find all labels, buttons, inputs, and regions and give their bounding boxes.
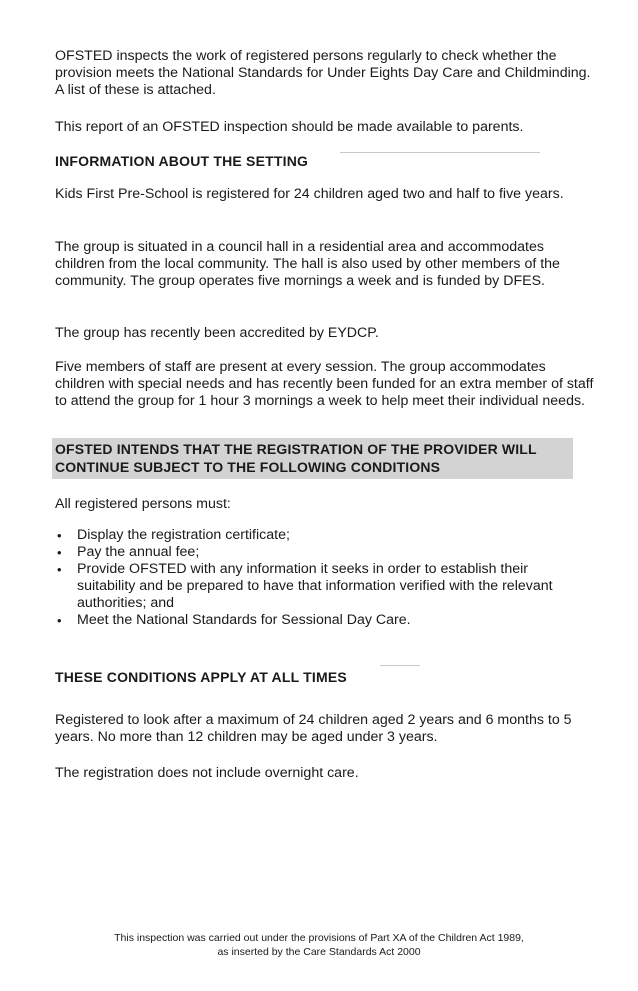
- setting-paragraph-staff: Five members of staff are present at every session. The group accommodates children with special needs and has recently been funded for an extra member of staff to attend the group for 1 hour 3 mornings a week to help meet their individual needs.: [55, 359, 594, 409]
- list-item-text: Pay the annual fee;: [77, 544, 200, 560]
- list-item: [55, 544, 575, 561]
- bullet-icon: •: [57, 545, 62, 560]
- conditions-heading: OFSTED INTENDS THAT THE REGISTRATION OF THE PROVIDER WILL CONTINUE SUBJECT TO THE FOLLOWING CONDITIONS: [55, 441, 537, 475]
- scan-artifact: [380, 665, 420, 666]
- setting-paragraph-accreditation: The group has recently been accredited by EYDCP.: [55, 325, 379, 341]
- list-item-text: Meet the National Standards for Sessional Day Care.: [77, 612, 411, 628]
- registration-limit-paragraph: Registered to look after a maximum of 24 children aged 2 years and 6 months to 5 years. No more than 12 children may be aged under 3 years.: [55, 712, 572, 745]
- report-available-paragraph: This report of an OFSTED inspection should be made available to parents.: [55, 119, 524, 135]
- list-item-text: Display the registration certificate;: [77, 527, 290, 543]
- bullet-icon: •: [57, 528, 62, 543]
- bullet-icon: •: [57, 562, 62, 577]
- footer-line-1: This inspection was carried out under the provisions of Part XA of the Children Act 1989,: [114, 932, 524, 944]
- footer-note: [0, 931, 638, 959]
- bullet-icon: •: [57, 613, 62, 628]
- apply-heading: THESE CONDITIONS APPLY AT ALL TIMES: [55, 669, 347, 685]
- setting-paragraph-registration: Kids First Pre-School is registered for 24 children aged two and half to five years.: [55, 186, 564, 202]
- conditions-list: [55, 527, 575, 629]
- list-item: [55, 527, 575, 544]
- list-item-text: Provide OFSTED with any information it seeks in order to establish their suitability and be prepared to have that information verified with the relevant authorities; and: [77, 561, 553, 611]
- all-registered-paragraph: All registered persons must:: [55, 496, 231, 512]
- information-heading: INFORMATION ABOUT THE SETTING: [55, 153, 309, 169]
- list-item: [55, 561, 575, 612]
- footer-line-2: as inserted by the Care Standards Act 2000: [217, 946, 421, 958]
- scan-artifact: [340, 152, 540, 153]
- setting-paragraph-location: The group is situated in a council hall in a residential area and accommodates children from the local community. The hall is also used by other members of the community. The group operates five mornings a week and is funded by DFES.: [55, 239, 560, 289]
- intro-paragraph: OFSTED inspects the work of registered persons regularly to check whether the provision meets the National Standards for Under Eights Day Care and Childminding. A list of these is attached.: [55, 48, 591, 98]
- list-item: [55, 612, 575, 629]
- overnight-paragraph: The registration does not include overnight care.: [55, 765, 359, 781]
